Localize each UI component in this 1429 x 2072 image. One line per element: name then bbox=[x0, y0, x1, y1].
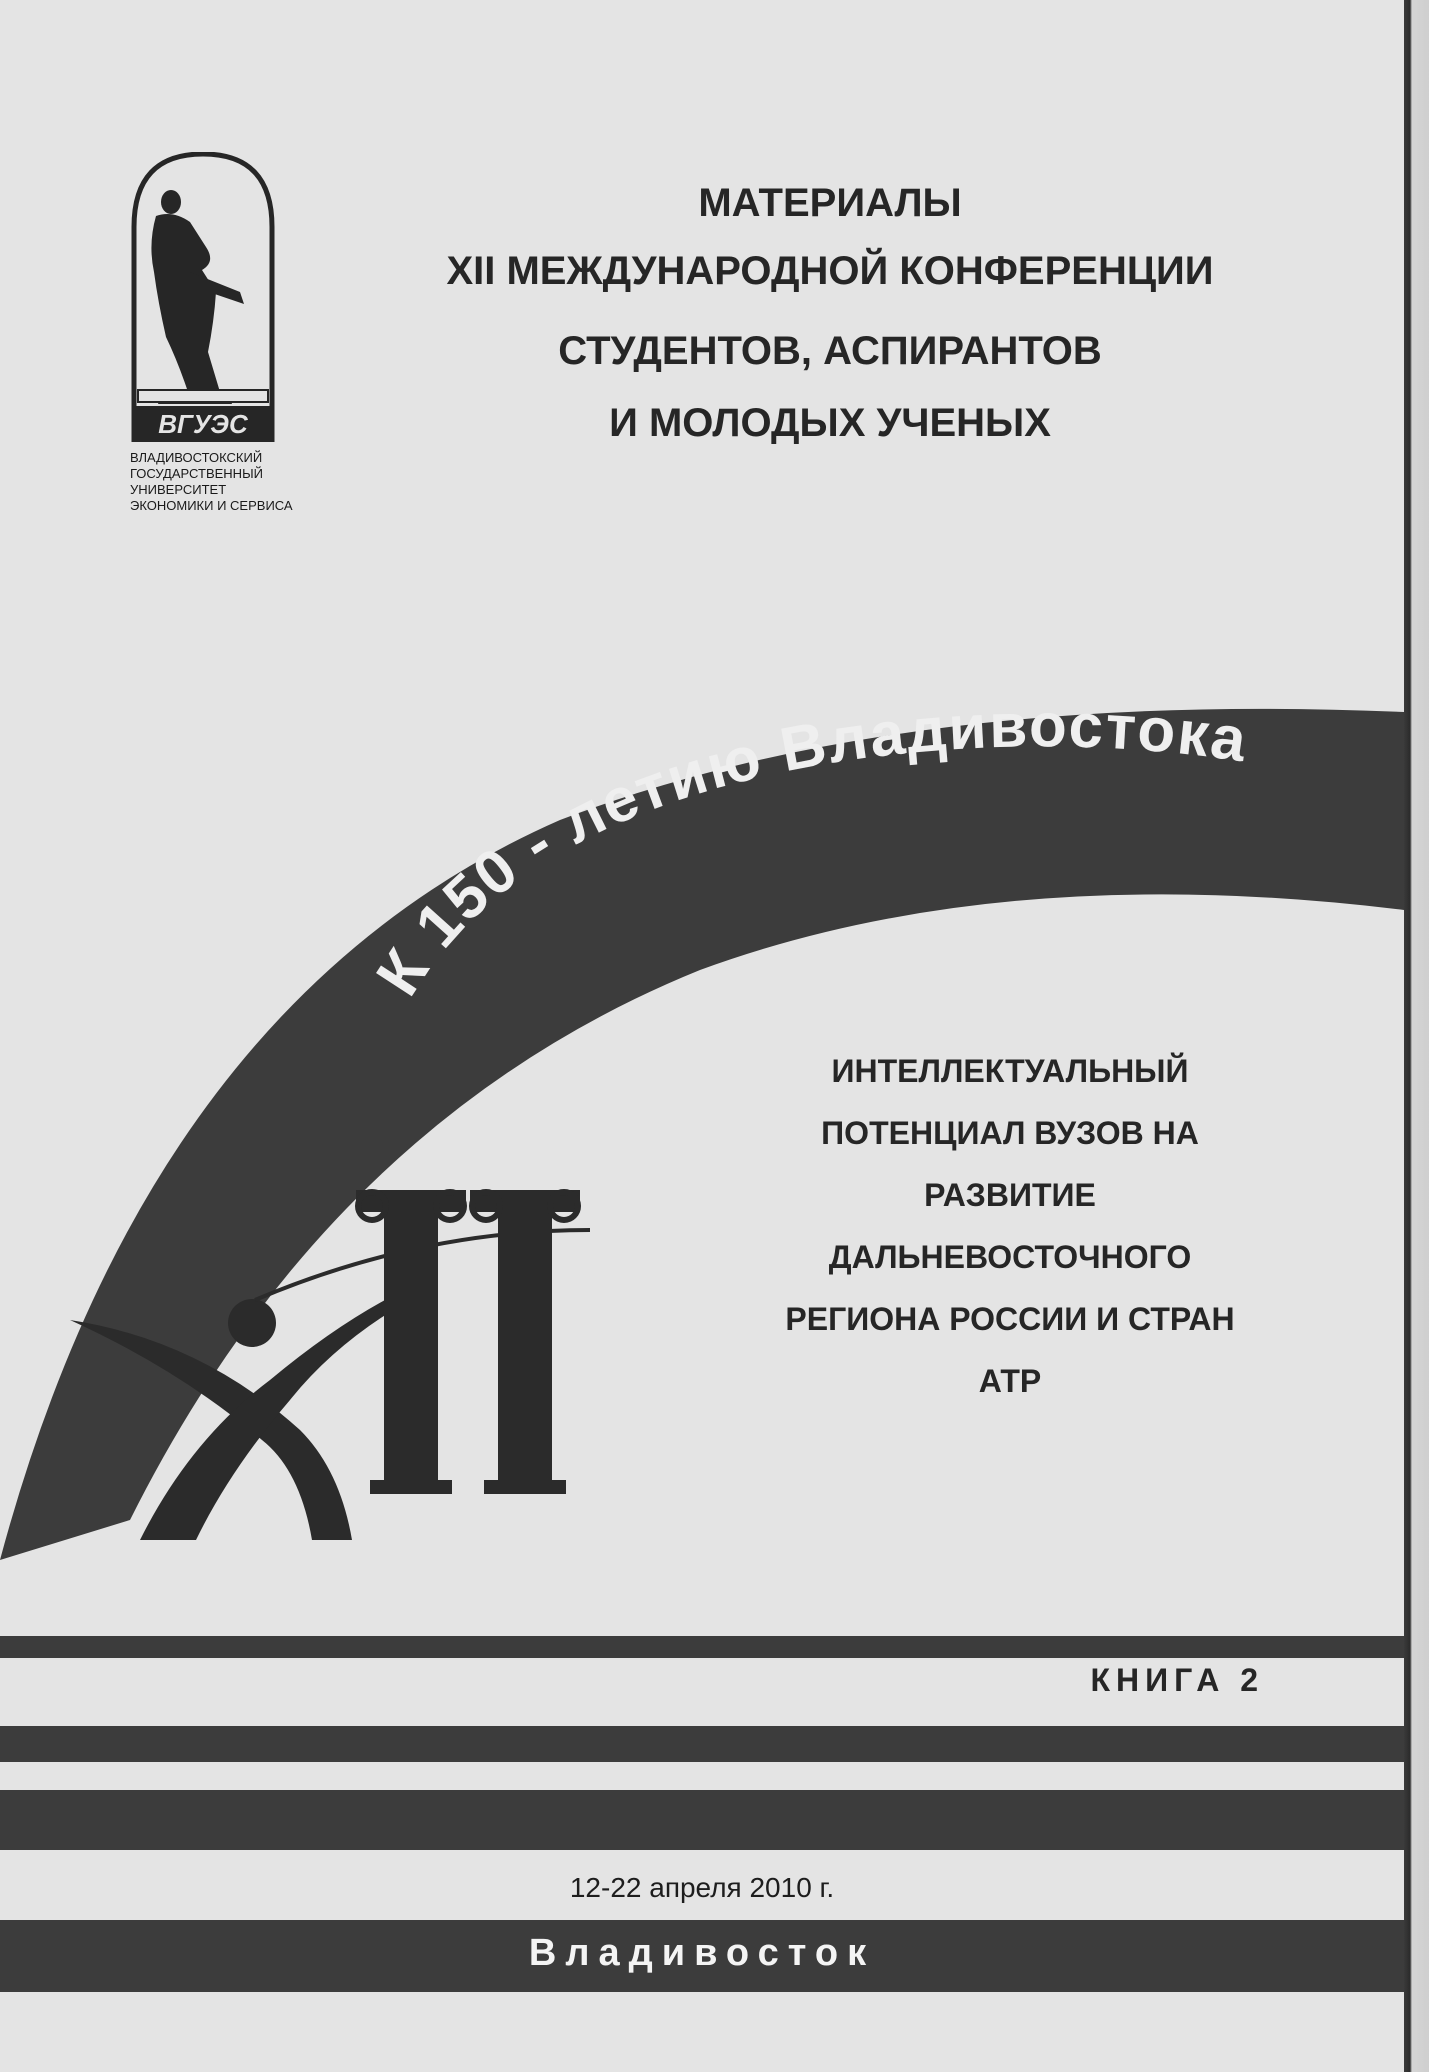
arch-text-path: К 150 - летию Владивостока bbox=[363, 691, 1253, 1008]
logo-caption-line-4: ЭКОНОМИКИ И СЕРВИСА bbox=[130, 498, 293, 513]
title-line-4: И МОЛОДЫХ УЧЕНЫХ bbox=[609, 401, 1051, 445]
title-line-3: СТУДЕНТОВ, АСПИРАНТОВ bbox=[558, 329, 1102, 373]
logo-caption-line-1: ВЛАДИВОСТОКСКИЙ bbox=[130, 450, 263, 465]
subtitle-line-5: РЕГИОНА РОССИИ И СТРАН bbox=[785, 1301, 1235, 1337]
logo-mark: ВГУЭС bbox=[158, 409, 248, 439]
logo-caption-line-3: УНИВЕРСИТЕТ bbox=[130, 482, 227, 497]
conference-dates: 12-22 апреля 2010 г. bbox=[569, 1872, 835, 1903]
subtitle-line-1: ИНТЕЛЛЕКТУАЛЬНЫЙ bbox=[831, 1053, 1189, 1089]
subtitle-line-6: АТР bbox=[978, 1363, 1042, 1399]
page-edge bbox=[1404, 0, 1429, 2072]
stripe-1 bbox=[0, 1636, 1404, 1658]
city-name: Владивосток bbox=[528, 1932, 876, 1974]
title-line-1: МАТЕРИАЛЫ bbox=[698, 181, 962, 225]
subtitle-line-2: ПОТЕНЦИАЛ ВУЗОВ НА bbox=[821, 1115, 1199, 1151]
subtitle-line-4: ДАЛЬНЕВОСТОЧНОГО bbox=[828, 1239, 1192, 1275]
subtitle-line-3: РАЗВИТИЕ bbox=[924, 1177, 1096, 1213]
stripe-2 bbox=[0, 1726, 1404, 1762]
stripe-3 bbox=[0, 1790, 1404, 1850]
book-number: КНИГА 2 bbox=[1090, 1662, 1264, 1698]
title-line-2: XII МЕЖДУНАРОДНОЙ КОНФЕРЕНЦИИ bbox=[446, 249, 1214, 293]
column-left-icon bbox=[356, 1190, 466, 1494]
logo-caption-line-2: ГОСУДАРСТВЕННЫЙ bbox=[130, 466, 263, 481]
